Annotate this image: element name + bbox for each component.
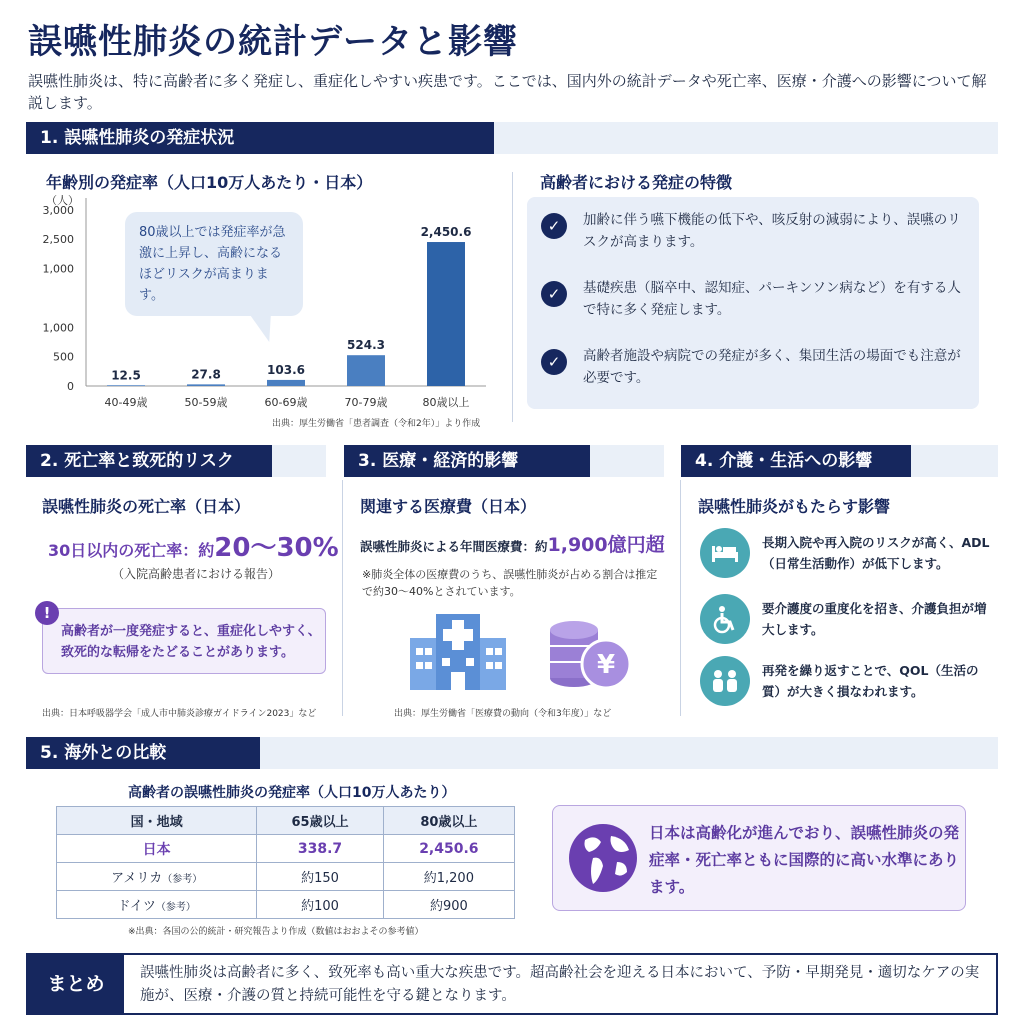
impact-text: 要介護度の重度化を招き、介護負担が増大します。: [762, 601, 987, 637]
value-cell: 2,450.6: [383, 835, 514, 863]
section-2-header: [26, 445, 326, 477]
value-cell: 約100: [257, 891, 383, 919]
y-tick-label: 3,000: [42, 203, 74, 217]
annual-cost: [360, 530, 665, 557]
chart-title: 年齢別の発症率（人口10万人あたり・日本）: [46, 173, 373, 192]
section-4-header: [681, 445, 998, 477]
feature-item: [541, 209, 963, 253]
mortality-value: 20〜30%: [214, 533, 339, 563]
x-tick-label: 80歳以上: [422, 396, 470, 409]
cost-label: 誤嚥性肺炎による年間医療費：約: [360, 539, 548, 554]
table-row: [57, 891, 515, 919]
wheelchair-icon: [700, 594, 750, 644]
impact-item: [700, 656, 992, 706]
divider: [342, 480, 343, 716]
column-header: 80歳以上: [383, 807, 514, 835]
table-title: 高齢者の誤嚥性肺炎の発症率（人口10万人あたり）: [128, 785, 456, 801]
page-title: 誤嚥性肺炎の統計データと影響: [28, 22, 518, 62]
region-cell: [57, 891, 257, 919]
hospital-icon: [408, 608, 508, 692]
globe-icon: [567, 822, 639, 894]
region-name: アメリカ: [111, 871, 163, 886]
table-row: [57, 863, 515, 891]
features-box: [527, 197, 979, 409]
bar-value-label: 2,450.6: [420, 225, 472, 240]
section-3-header: [344, 445, 664, 477]
mortality-rate: [48, 527, 339, 564]
y-tick-label: 2,500: [42, 233, 74, 247]
impact-item: [700, 528, 992, 578]
section-3-title: 3. 医療・経済的影響: [344, 445, 590, 477]
warning-box: [42, 604, 326, 674]
bar: [267, 380, 305, 386]
summary-box: [26, 953, 998, 1015]
region-cell: 日本: [57, 835, 257, 863]
chart-callout-bubble: 80歳以上では発症率が急激に上昇し、高齢になるほどリスクが高まります。: [125, 212, 303, 316]
people-icon: [700, 656, 750, 706]
cost-source: 出典：厚生労働省「医療費の動向（令和3年度）」など: [394, 709, 612, 719]
column-header: 国・地域: [57, 807, 257, 835]
y-tick-label: 500: [53, 350, 74, 364]
mortality-note: （入院高齢患者における報告）: [112, 567, 281, 581]
bar: [347, 355, 385, 386]
comparison-callout: [552, 805, 966, 911]
bar: [107, 385, 145, 386]
svg-text:¥: ¥: [596, 650, 616, 680]
bar-value-label: 12.5: [111, 368, 141, 383]
feature-item: [541, 345, 963, 389]
mortality-source: 出典：日本呼吸器学会「成人市中肺炎診療ガイドライン2023」など: [42, 709, 317, 719]
exclamation-icon: !: [35, 601, 59, 625]
summary-text: 誤嚥性肺炎は高齢者に多く、致死率も高い重大な疾患です。超高齢社会を迎える日本において、予防・早期発見・適切なケアの実施が、医療・介護の質と持続可能性を守る鍵となります。: [140, 965, 980, 1004]
mortality-label: 30日以内の死亡率：約: [48, 541, 215, 560]
section-4-title: 4. 介護・生活への影響: [681, 445, 911, 477]
check-icon: ✓: [541, 213, 567, 239]
check-icon: ✓: [541, 281, 567, 307]
chart-source: 出典：厚生労働省「患者調査（令和2年）」より作成: [272, 419, 481, 429]
mortality-title: 誤嚥性肺炎の死亡率（日本）: [42, 497, 251, 516]
x-tick-label: 70-79歳: [344, 396, 388, 409]
table-row: [57, 835, 515, 863]
intro-text: 誤嚥性肺炎は、特に高齢者に多く発症し、重症化しやすい疾患です。ここでは、国内外の統計データや死亡率、医療・介護への影響について解説します。: [28, 72, 987, 112]
cost-suffix: 超: [645, 534, 665, 556]
region-cell: [57, 863, 257, 891]
impact-text: 再発を繰り返すことで、QOL（生活の質）が大きく損なわれます。: [762, 663, 979, 699]
cost-note: ※肺炎全体の医療費のうち、誤嚥性肺炎が占める割合は推定で約30〜40%とされています。: [362, 568, 658, 598]
bed-icon: [700, 528, 750, 578]
feature-text: 高齢者施設や病院での発症が多く、集団生活の場面でも注意が必要です。: [583, 348, 961, 386]
bar: [427, 242, 465, 386]
section-1-header: [26, 122, 998, 154]
section-5-header: [26, 737, 998, 769]
comparison-table: [56, 806, 515, 919]
incidence-chart: [40, 190, 500, 430]
y-axis-unit: （人）: [46, 194, 79, 207]
features-title: 高齢者における発症の特徴: [540, 173, 733, 192]
x-tick-label: 60-69歳: [264, 396, 308, 409]
feature-text: 加齢に伴う嚥下機能の低下や、咳反射の減弱により、誤嚥のリスクが高まります。: [583, 212, 961, 250]
value-cell: 約1,200: [383, 863, 514, 891]
check-icon: ✓: [541, 349, 567, 375]
feature-text: 基礎疾患（脳卒中、認知症、パーキンソン病など）を有する人で特に多く発症します。: [583, 280, 961, 318]
impact-item: [700, 594, 992, 644]
table-source: ※出典：各国の公的統計・研究報告より作成（数値はおおよその参考値）: [128, 927, 424, 937]
cost-value: 1,900億円: [547, 534, 646, 556]
bar-value-label: 524.3: [347, 338, 385, 353]
impact-title: 誤嚥性肺炎がもたらす影響: [698, 497, 891, 516]
column-header: 65歳以上: [257, 807, 383, 835]
cost-title: 関連する医療費（日本）: [360, 497, 537, 516]
feature-item: [541, 277, 963, 321]
section-5-title: 5. 海外との比較: [26, 737, 260, 769]
x-tick-label: 50-59歳: [184, 396, 228, 409]
region-name: ドイツ: [117, 899, 156, 914]
bar-value-label: 103.6: [267, 362, 305, 377]
section-1-title: 1. 誤嚥性肺炎の発症状況: [26, 122, 494, 154]
value-cell: 338.7: [257, 835, 383, 863]
divider: [512, 172, 513, 422]
summary-label: まとめ: [28, 955, 124, 1013]
reference-note: （参考）: [155, 902, 196, 913]
value-cell: 約900: [383, 891, 514, 919]
divider: [680, 480, 681, 716]
table-header-row: [57, 807, 515, 835]
y-tick-label: 0: [67, 380, 74, 393]
bar-value-label: 27.8: [191, 367, 221, 382]
y-tick-label: 1,000: [42, 321, 74, 335]
warning-text: 高齢者が一度発症すると、重症化しやすく、致死的な転帰をたどることがあります。: [61, 624, 321, 660]
impact-text: 長期入院や再入院のリスクが高く、ADL（日常生活動作）が低下します。: [762, 535, 990, 571]
value-cell: 約150: [257, 863, 383, 891]
x-tick-label: 40-49歳: [104, 396, 148, 409]
y-tick-label: 1,000: [42, 262, 74, 276]
coins-yen-icon: [546, 612, 636, 692]
bar: [187, 384, 225, 386]
reference-note: （参考）: [162, 874, 203, 885]
comparison-callout-text: 日本は高齢化が進んでおり、誤嚥性肺炎の発症率・死亡率ともに国際的に高い水準にあります。: [649, 824, 960, 896]
section-2-title: 2. 死亡率と致死的リスク: [26, 445, 272, 477]
